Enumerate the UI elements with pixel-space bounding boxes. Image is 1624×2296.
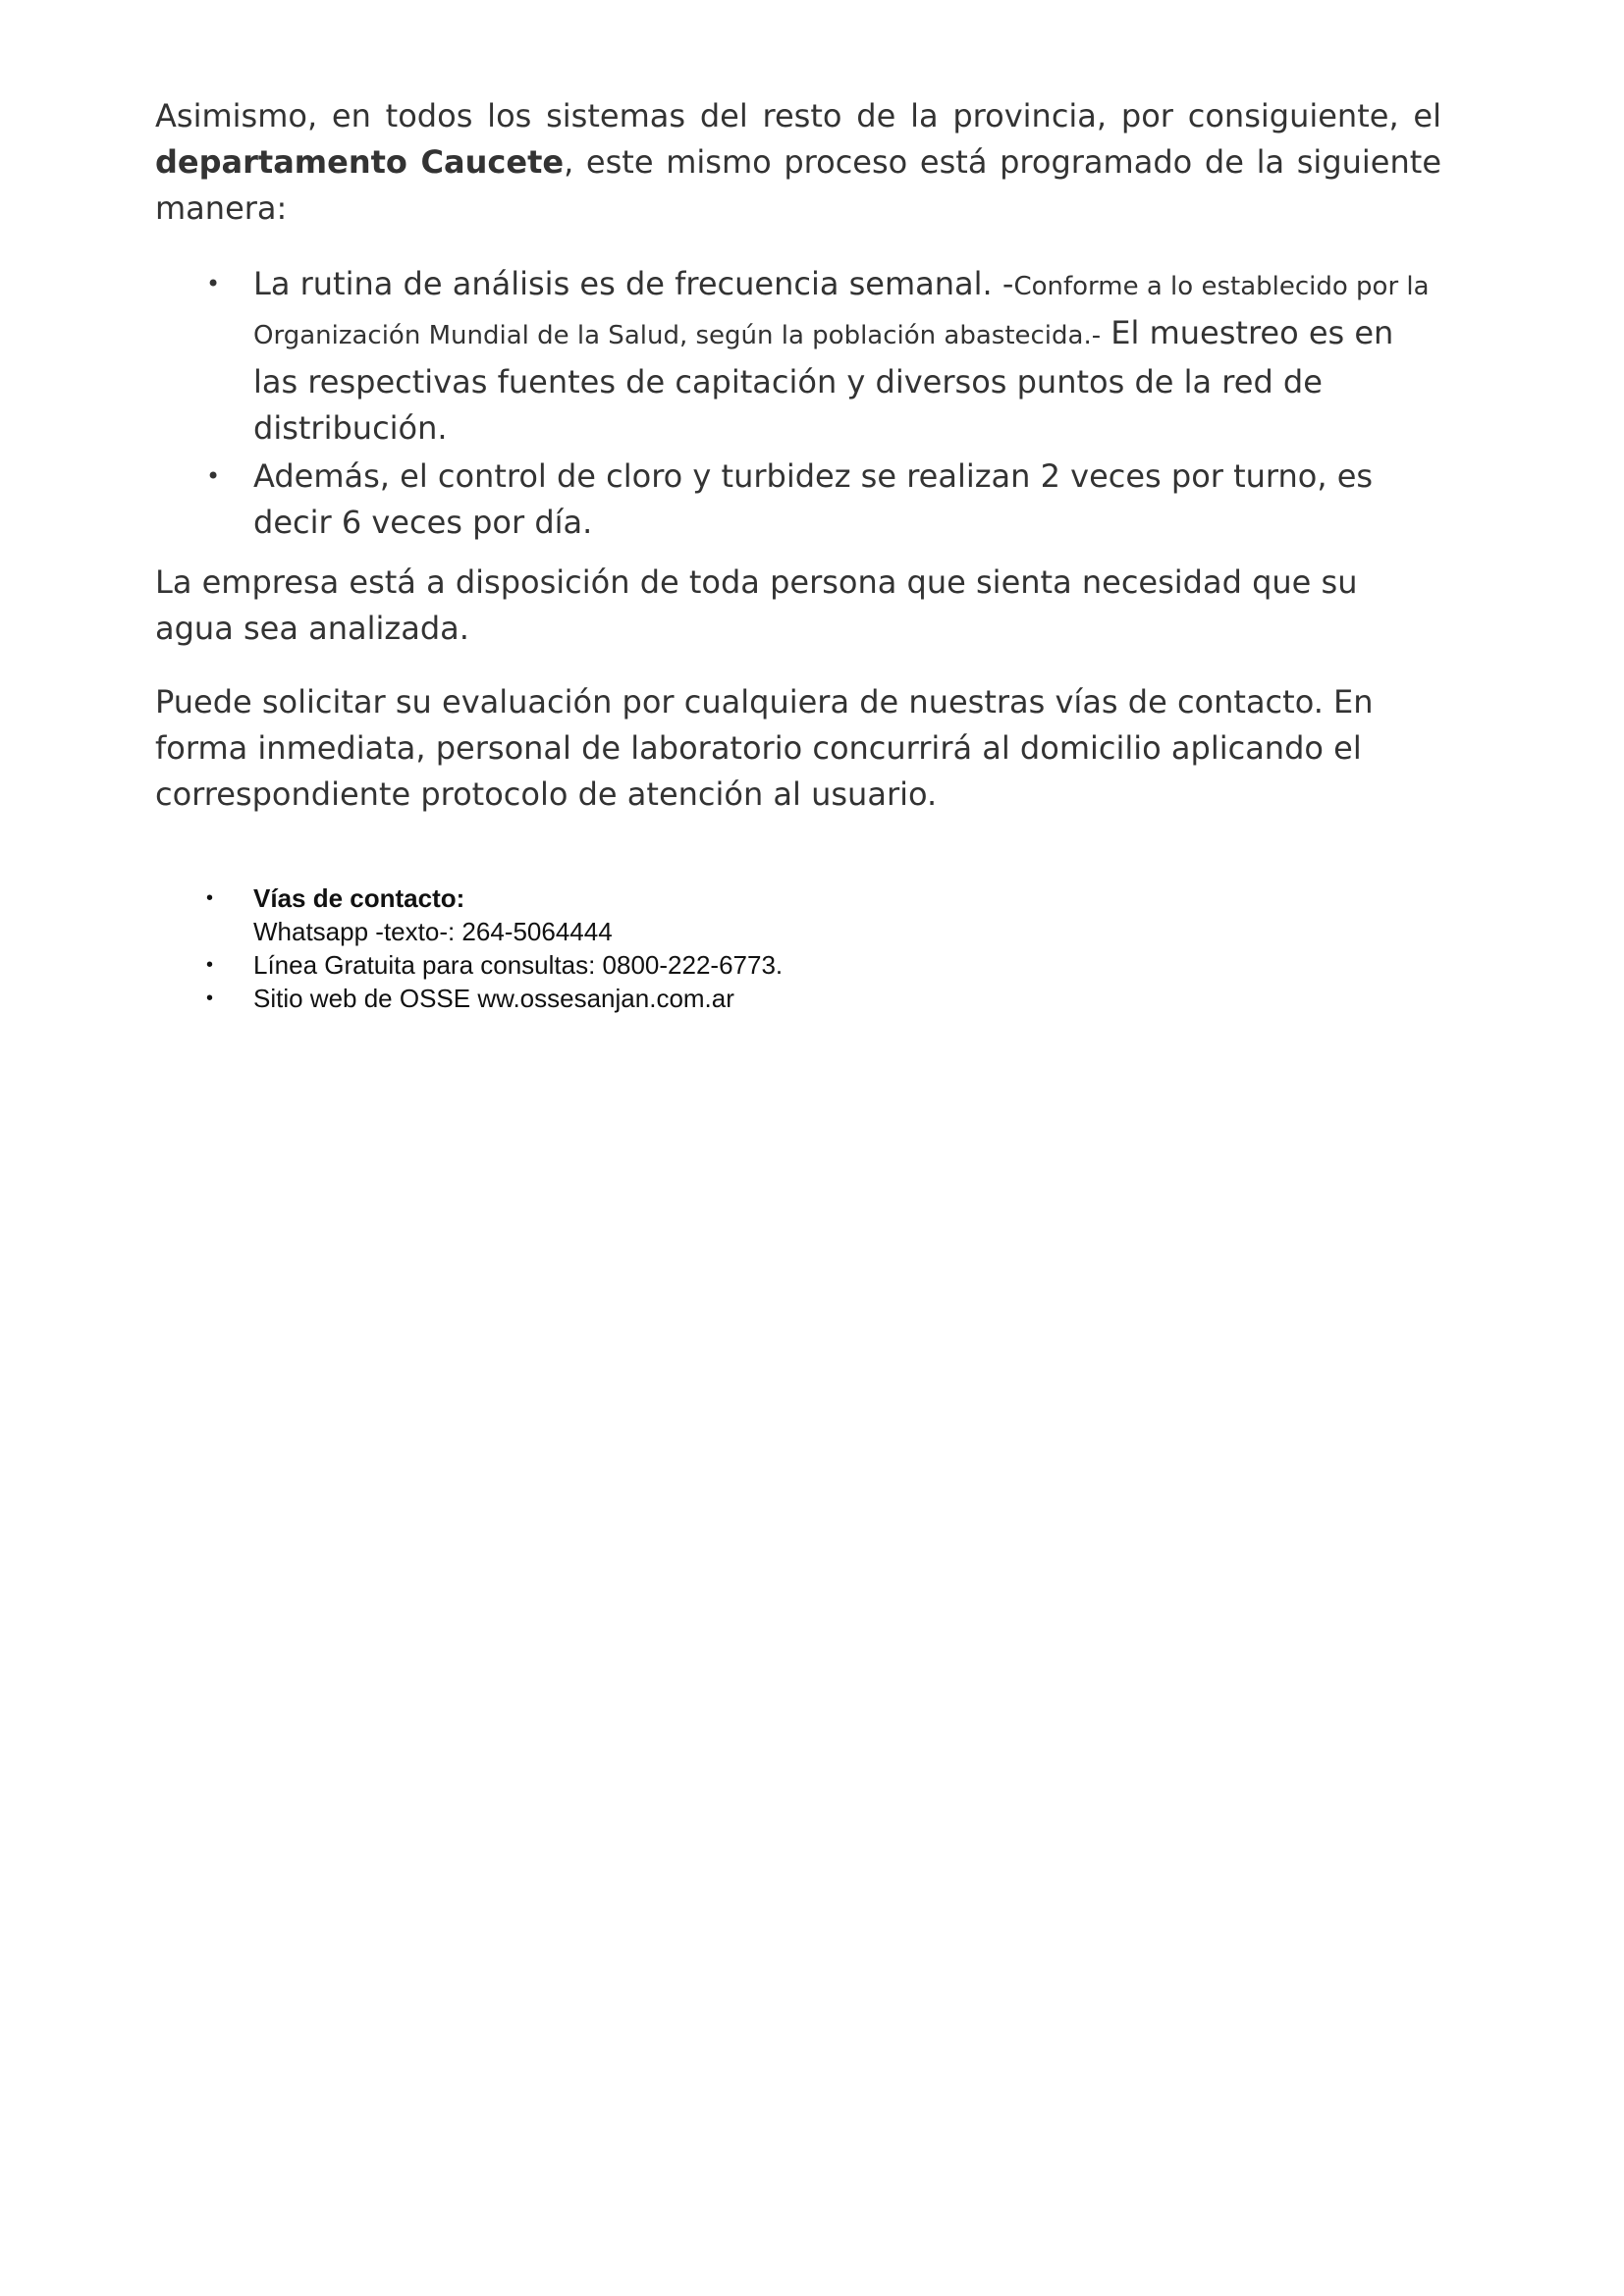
intro-text-start: Asimismo, en todos los sistemas del resto de la provincia, por consiguiente, el — [155, 97, 1441, 134]
bullet-main-text: Además, el control de cloro y turbidez se realizan 2 veces por turno, es decir 6 veces por día. — [253, 457, 1374, 541]
list-item — [155, 454, 1441, 546]
list-item — [155, 982, 1235, 1015]
bullet-icon: • — [206, 988, 214, 1009]
intro-paragraph — [155, 93, 1441, 232]
bullet-rest-text: El muestreo es en las respectivas fuentes de capitación y diversos puntos de la red de distribución. — [253, 314, 1394, 447]
contact-phone: Línea Gratuita para consultas: 0800-222-6773. — [253, 950, 784, 980]
contact-whatsapp: Whatsapp -texto-: 264-5064444 — [253, 917, 613, 946]
availability-paragraph: La empresa está a disposición de toda persona que sienta necesidad que su agua sea analizada. — [155, 563, 1358, 647]
bullet-small-note: Conforme a lo establecido por la Organización Mundial de la Salud, según la población abastecida.- — [253, 272, 1430, 350]
bullet-main-text: La rutina de análisis es de frecuencia semanal. - — [253, 265, 1014, 302]
list-item — [155, 261, 1441, 452]
process-list — [155, 261, 1441, 548]
intro-bold-department: departamento Caucete — [155, 143, 565, 181]
intro-text-end: , este mismo proceso está programado de la siguiente manera: — [155, 143, 1442, 227]
bullet-icon: • — [206, 887, 214, 909]
contact-heading: Vías de contacto: — [253, 883, 465, 913]
contact-list — [155, 881, 1235, 1015]
contact-website: Sitio web de OSSE ww.ossesanjan.com.ar — [253, 984, 734, 1013]
bullet-icon: • — [206, 462, 221, 490]
bullet-icon: • — [206, 270, 221, 297]
list-item — [155, 948, 1235, 982]
list-item — [155, 881, 1235, 948]
request-paragraph: Puede solicitar su evaluación por cualquiera de nuestras vías de contacto. En forma inmediata, personal de laboratorio concurrirá al domicilio aplicando el correspondiente protocolo de atención al usuario. — [155, 683, 1374, 813]
bullet-icon: • — [206, 954, 214, 976]
